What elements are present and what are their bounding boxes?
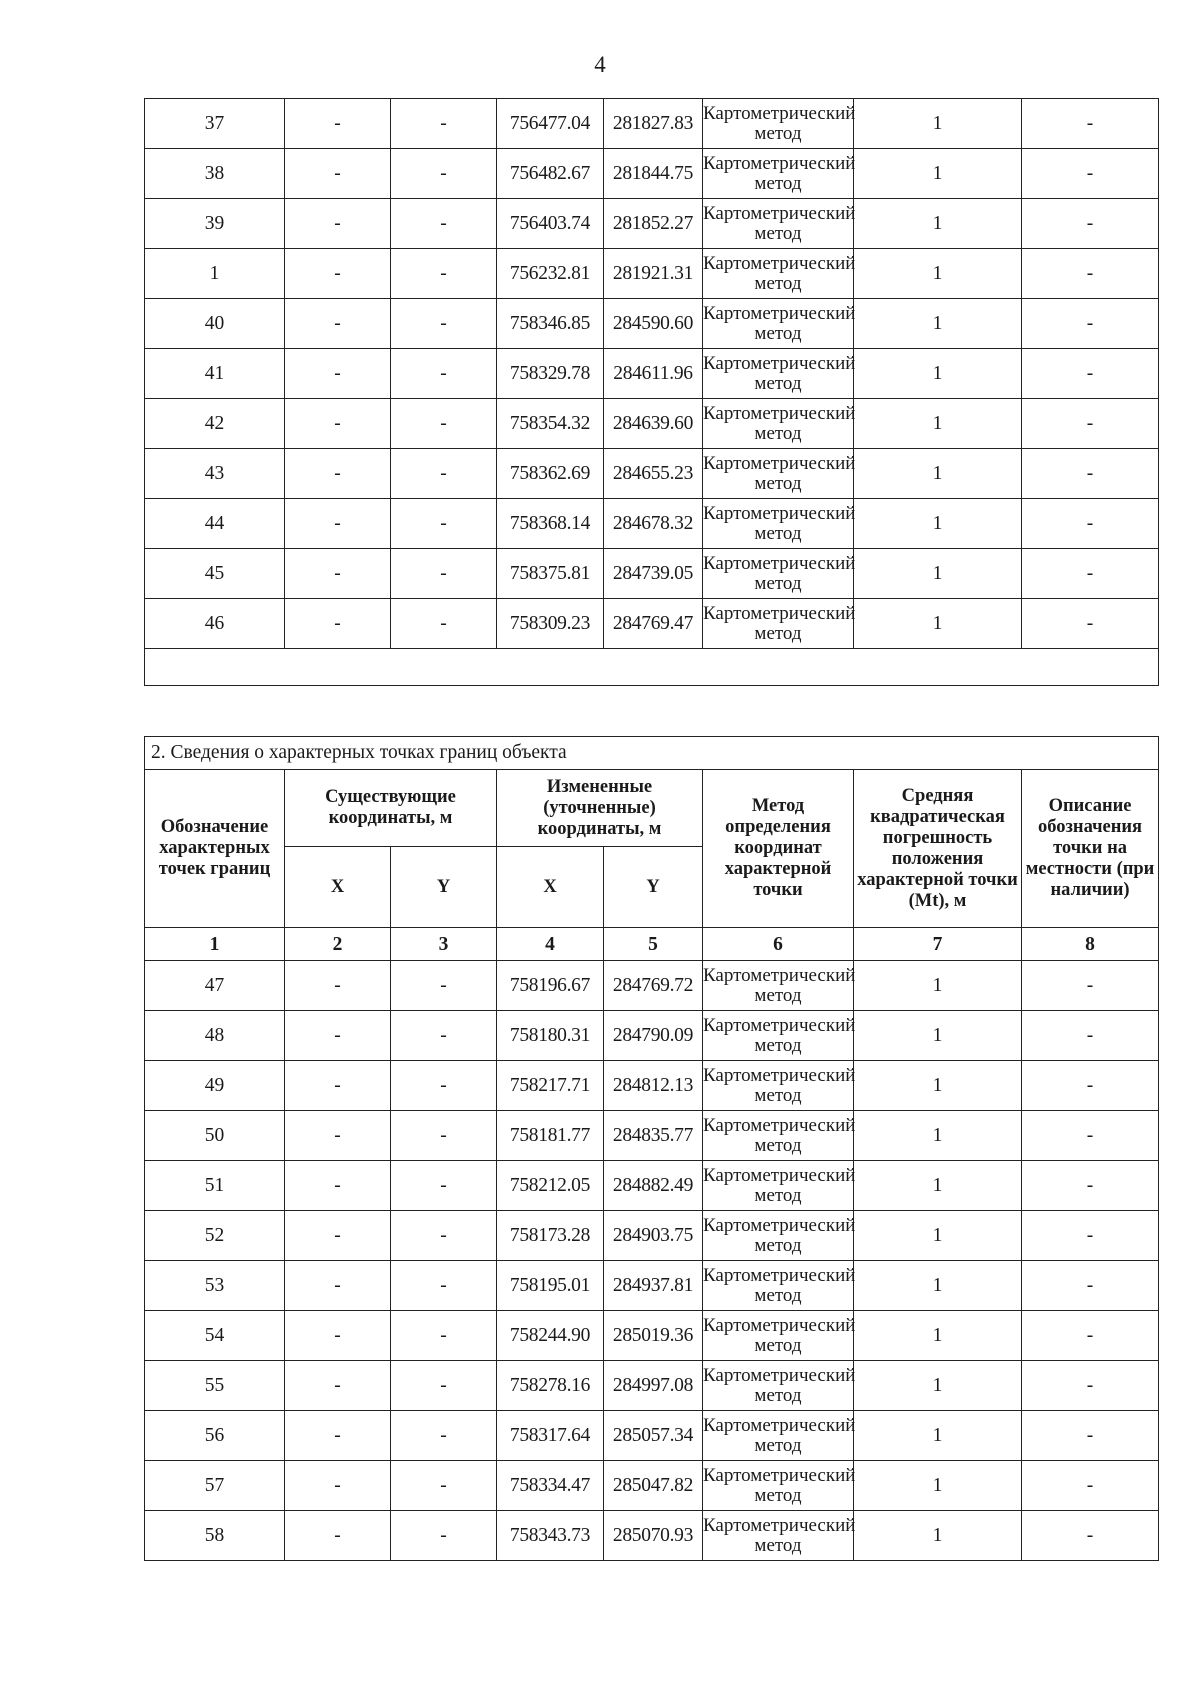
mt-cell: 1 (854, 1411, 1022, 1461)
method-cell: Картометрический метод (703, 149, 854, 199)
header-x-changed: X (497, 847, 604, 928)
method-cell: Картометрический метод (703, 1411, 854, 1461)
description-cell: - (1022, 1511, 1159, 1561)
description-cell: - (1022, 1211, 1159, 1261)
point-cell: 40 (145, 299, 285, 349)
method-cell: Картометрический метод (703, 1361, 854, 1411)
changed-y-cell: 284937.81 (604, 1261, 703, 1311)
empty-row (145, 649, 1159, 686)
existing-y-cell: - (391, 149, 497, 199)
existing-x-cell: - (285, 1211, 391, 1261)
description-cell: - (1022, 449, 1159, 499)
method-cell: Картометрический метод (703, 961, 854, 1011)
header-mt: Средняя квадратическая погрешность положения характерной точки (Mt), м (854, 770, 1022, 928)
table-row (145, 199, 1159, 249)
existing-y-cell: - (391, 1511, 497, 1561)
description-cell: - (1022, 99, 1159, 149)
existing-y-cell: - (391, 449, 497, 499)
existing-x-cell: - (285, 1161, 391, 1211)
table-row (145, 349, 1159, 399)
point-cell: 45 (145, 549, 285, 599)
changed-y-cell: 284769.72 (604, 961, 703, 1011)
method-cell: Картометрический метод (703, 199, 854, 249)
existing-y-cell: - (391, 1161, 497, 1211)
mt-cell: 1 (854, 299, 1022, 349)
existing-x-cell: - (285, 249, 391, 299)
existing-x-cell: - (285, 1061, 391, 1111)
changed-x-cell: 758309.23 (497, 599, 604, 649)
existing-x-cell: - (285, 449, 391, 499)
existing-y-cell: - (391, 1261, 497, 1311)
mt-cell: 1 (854, 199, 1022, 249)
changed-x-cell: 758196.67 (497, 961, 604, 1011)
point-cell: 56 (145, 1411, 285, 1461)
description-cell: - (1022, 1411, 1159, 1461)
point-cell: 1 (145, 249, 285, 299)
changed-x-cell: 758343.73 (497, 1511, 604, 1561)
method-cell: Картометрический метод (703, 1011, 854, 1061)
changed-x-cell: 758217.71 (497, 1061, 604, 1111)
changed-x-cell: 756482.67 (497, 149, 604, 199)
method-cell: Картометрический метод (703, 249, 854, 299)
table-row (145, 1211, 1159, 1261)
changed-y-cell: 284739.05 (604, 549, 703, 599)
method-cell: Картометрический метод (703, 1511, 854, 1561)
header-y-existing: Y (391, 847, 497, 928)
table-row (145, 249, 1159, 299)
existing-y-cell: - (391, 1061, 497, 1111)
changed-y-cell: 284882.49 (604, 1161, 703, 1211)
changed-y-cell: 281827.83 (604, 99, 703, 149)
mt-cell: 1 (854, 961, 1022, 1011)
existing-y-cell: - (391, 1011, 497, 1061)
empty-cell (145, 649, 1159, 686)
changed-x-cell: 758329.78 (497, 349, 604, 399)
point-cell: 57 (145, 1461, 285, 1511)
table-row (145, 1161, 1159, 1211)
description-cell: - (1022, 1461, 1159, 1511)
boundary-points-table (144, 736, 1159, 1561)
mt-cell: 1 (854, 1311, 1022, 1361)
existing-x-cell: - (285, 299, 391, 349)
changed-x-cell: 758212.05 (497, 1161, 604, 1211)
table-row (145, 599, 1159, 649)
changed-y-cell: 285070.93 (604, 1511, 703, 1561)
method-cell: Картометрический метод (703, 449, 854, 499)
table-row (145, 549, 1159, 599)
changed-x-cell: 758362.69 (497, 449, 604, 499)
method-cell: Картометрический метод (703, 349, 854, 399)
changed-x-cell: 758334.47 (497, 1461, 604, 1511)
table-row (145, 1511, 1159, 1561)
existing-x-cell: - (285, 1511, 391, 1561)
column-number: 3 (391, 928, 497, 961)
existing-y-cell: - (391, 1411, 497, 1461)
existing-x-cell: - (285, 599, 391, 649)
mt-cell: 1 (854, 1461, 1022, 1511)
changed-y-cell: 281844.75 (604, 149, 703, 199)
table-row (145, 1461, 1159, 1511)
existing-x-cell: - (285, 1411, 391, 1461)
table-row (145, 1261, 1159, 1311)
method-cell: Картометрический метод (703, 1461, 854, 1511)
coordinates-table-continued (144, 98, 1159, 686)
existing-x-cell: - (285, 99, 391, 149)
existing-x-cell: - (285, 961, 391, 1011)
table-row (145, 1411, 1159, 1461)
method-cell: Картометрический метод (703, 1211, 854, 1261)
mt-cell: 1 (854, 1011, 1022, 1061)
point-cell: 41 (145, 349, 285, 399)
existing-y-cell: - (391, 199, 497, 249)
changed-y-cell: 284769.47 (604, 599, 703, 649)
table-row (145, 149, 1159, 199)
existing-y-cell: - (391, 1111, 497, 1161)
description-cell: - (1022, 249, 1159, 299)
changed-y-cell: 284678.32 (604, 499, 703, 549)
point-cell: 42 (145, 399, 285, 449)
mt-cell: 1 (854, 1361, 1022, 1411)
point-cell: 52 (145, 1211, 285, 1261)
changed-x-cell: 758180.31 (497, 1011, 604, 1061)
description-cell: - (1022, 1261, 1159, 1311)
changed-x-cell: 758346.85 (497, 299, 604, 349)
existing-x-cell: - (285, 1361, 391, 1411)
existing-x-cell: - (285, 549, 391, 599)
changed-x-cell: 756477.04 (497, 99, 604, 149)
existing-x-cell: - (285, 149, 391, 199)
point-cell: 37 (145, 99, 285, 149)
header-x-existing: X (285, 847, 391, 928)
description-cell: - (1022, 199, 1159, 249)
header-changed-coords: Измененные (уточненные) координаты, м (497, 770, 703, 847)
existing-x-cell: - (285, 199, 391, 249)
changed-y-cell: 284639.60 (604, 399, 703, 449)
changed-x-cell: 758375.81 (497, 549, 604, 599)
description-cell: - (1022, 1361, 1159, 1411)
changed-y-cell: 285019.36 (604, 1311, 703, 1361)
column-number: 8 (1022, 928, 1159, 961)
table-row (145, 499, 1159, 549)
existing-y-cell: - (391, 499, 497, 549)
existing-y-cell: - (391, 1361, 497, 1411)
table-row (145, 449, 1159, 499)
existing-y-cell: - (391, 599, 497, 649)
point-cell: 38 (145, 149, 285, 199)
description-cell: - (1022, 1061, 1159, 1111)
existing-y-cell: - (391, 961, 497, 1011)
header-designation: Обозначение характерных точек границ (145, 770, 285, 928)
description-cell: - (1022, 299, 1159, 349)
method-cell: Картометрический метод (703, 1261, 854, 1311)
point-cell: 55 (145, 1361, 285, 1411)
point-cell: 39 (145, 199, 285, 249)
changed-y-cell: 284611.96 (604, 349, 703, 399)
mt-cell: 1 (854, 1061, 1022, 1111)
existing-x-cell: - (285, 1311, 391, 1361)
header-method: Метод определения координат характерной точки (703, 770, 854, 928)
existing-y-cell: - (391, 549, 497, 599)
point-cell: 51 (145, 1161, 285, 1211)
changed-x-cell: 758368.14 (497, 499, 604, 549)
table1-body (145, 99, 1159, 686)
table-row (145, 1111, 1159, 1161)
column-number: 5 (604, 928, 703, 961)
header-y-changed: Y (604, 847, 703, 928)
mt-cell: 1 (854, 1511, 1022, 1561)
changed-y-cell: 284835.77 (604, 1111, 703, 1161)
column-number: 2 (285, 928, 391, 961)
method-cell: Картометрический метод (703, 299, 854, 349)
changed-x-cell: 756403.74 (497, 199, 604, 249)
changed-x-cell: 758195.01 (497, 1261, 604, 1311)
description-cell: - (1022, 961, 1159, 1011)
changed-y-cell: 284903.75 (604, 1211, 703, 1261)
method-cell: Картометрический метод (703, 1061, 854, 1111)
description-cell: - (1022, 1011, 1159, 1061)
existing-y-cell: - (391, 349, 497, 399)
changed-y-cell: 284655.23 (604, 449, 703, 499)
mt-cell: 1 (854, 99, 1022, 149)
method-cell: Картометрический метод (703, 1161, 854, 1211)
method-cell: Картометрический метод (703, 399, 854, 449)
mt-cell: 1 (854, 349, 1022, 399)
existing-x-cell: - (285, 1011, 391, 1061)
description-cell: - (1022, 349, 1159, 399)
existing-x-cell: - (285, 499, 391, 549)
point-cell: 46 (145, 599, 285, 649)
changed-y-cell: 285057.34 (604, 1411, 703, 1461)
mt-cell: 1 (854, 1111, 1022, 1161)
mt-cell: 1 (854, 1211, 1022, 1261)
description-cell: - (1022, 149, 1159, 199)
mt-cell: 1 (854, 1161, 1022, 1211)
method-cell: Картометрический метод (703, 1111, 854, 1161)
existing-x-cell: - (285, 1111, 391, 1161)
section-title: 2. Сведения о характерных точках границ объекта (145, 737, 1159, 770)
table-row (145, 399, 1159, 449)
method-cell: Картометрический метод (703, 1311, 854, 1361)
changed-y-cell: 284812.13 (604, 1061, 703, 1111)
table2-body (145, 961, 1159, 1561)
point-cell: 47 (145, 961, 285, 1011)
existing-x-cell: - (285, 399, 391, 449)
mt-cell: 1 (854, 549, 1022, 599)
point-cell: 43 (145, 449, 285, 499)
mt-cell: 1 (854, 499, 1022, 549)
changed-x-cell: 758244.90 (497, 1311, 604, 1361)
changed-x-cell: 758354.32 (497, 399, 604, 449)
table-row (145, 1011, 1159, 1061)
point-cell: 44 (145, 499, 285, 549)
changed-x-cell: 758317.64 (497, 1411, 604, 1461)
existing-x-cell: - (285, 349, 391, 399)
existing-x-cell: - (285, 1461, 391, 1511)
mt-cell: 1 (854, 1261, 1022, 1311)
changed-x-cell: 758181.77 (497, 1111, 604, 1161)
changed-x-cell: 758278.16 (497, 1361, 604, 1411)
column-number: 1 (145, 928, 285, 961)
mt-cell: 1 (854, 149, 1022, 199)
existing-x-cell: - (285, 1261, 391, 1311)
description-cell: - (1022, 499, 1159, 549)
mt-cell: 1 (854, 249, 1022, 299)
existing-y-cell: - (391, 1311, 497, 1361)
point-cell: 54 (145, 1311, 285, 1361)
existing-y-cell: - (391, 249, 497, 299)
table-row (145, 961, 1159, 1011)
description-cell: - (1022, 1161, 1159, 1211)
method-cell: Картометрический метод (703, 499, 854, 549)
changed-y-cell: 281921.31 (604, 249, 703, 299)
page-number: 4 (594, 52, 606, 77)
mt-cell: 1 (854, 449, 1022, 499)
changed-x-cell: 756232.81 (497, 249, 604, 299)
changed-y-cell: 281852.27 (604, 199, 703, 249)
point-cell: 53 (145, 1261, 285, 1311)
table-row (145, 299, 1159, 349)
description-cell: - (1022, 599, 1159, 649)
column-number: 6 (703, 928, 854, 961)
table-row (145, 99, 1159, 149)
method-cell: Картометрический метод (703, 99, 854, 149)
point-cell: 58 (145, 1511, 285, 1561)
mt-cell: 1 (854, 399, 1022, 449)
header-existing-coords: Существующие координаты, м (285, 770, 497, 847)
method-cell: Картометрический метод (703, 599, 854, 649)
description-cell: - (1022, 1311, 1159, 1361)
column-number: 7 (854, 928, 1022, 961)
existing-y-cell: - (391, 299, 497, 349)
description-cell: - (1022, 549, 1159, 599)
point-cell: 48 (145, 1011, 285, 1061)
existing-y-cell: - (391, 1211, 497, 1261)
existing-y-cell: - (391, 99, 497, 149)
point-cell: 50 (145, 1111, 285, 1161)
method-cell: Картометрический метод (703, 549, 854, 599)
existing-y-cell: - (391, 399, 497, 449)
changed-y-cell: 285047.82 (604, 1461, 703, 1511)
header-description: Описание обозначения точки на местности (при наличии) (1022, 770, 1159, 928)
table-row (145, 1311, 1159, 1361)
changed-y-cell: 284590.60 (604, 299, 703, 349)
existing-y-cell: - (391, 1461, 497, 1511)
column-number: 4 (497, 928, 604, 961)
point-cell: 49 (145, 1061, 285, 1111)
description-cell: - (1022, 1111, 1159, 1161)
table-row (145, 1361, 1159, 1411)
changed-y-cell: 284790.09 (604, 1011, 703, 1061)
changed-y-cell: 284997.08 (604, 1361, 703, 1411)
changed-x-cell: 758173.28 (497, 1211, 604, 1261)
mt-cell: 1 (854, 599, 1022, 649)
description-cell: - (1022, 399, 1159, 449)
table-row (145, 1061, 1159, 1111)
